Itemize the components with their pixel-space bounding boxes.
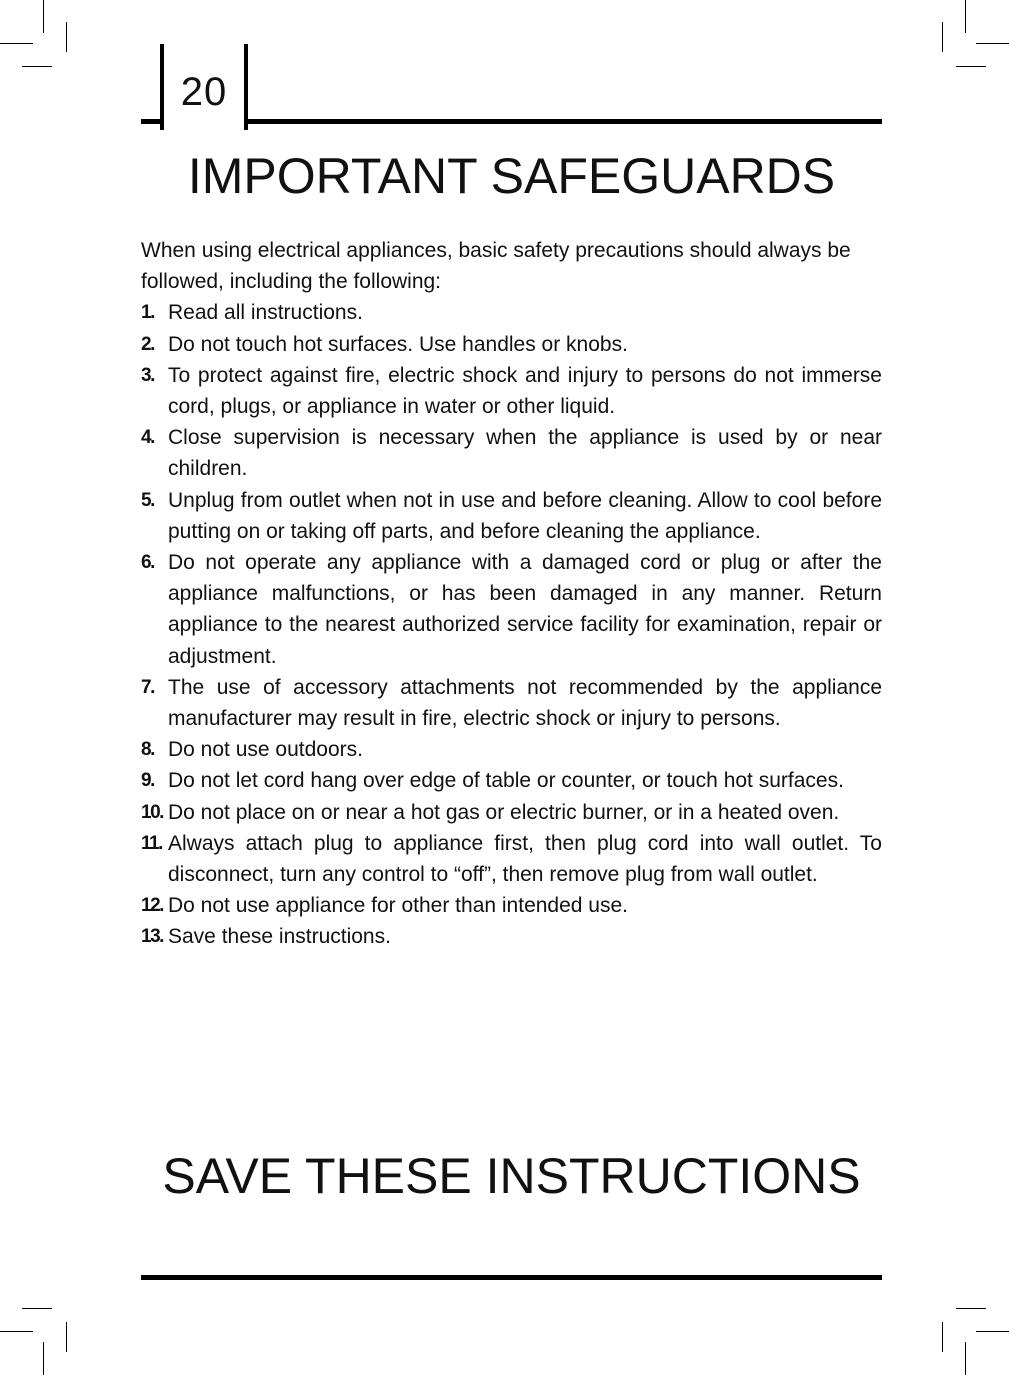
item-number: 4. (141, 427, 154, 449)
item-text: Do not use appliance for other than intended use. (168, 894, 628, 918)
crop-mark (976, 43, 1009, 44)
crop-mark (0, 1331, 33, 1332)
item-number: 9. (141, 770, 154, 792)
item-number: 5. (141, 489, 154, 511)
item-number: 6. (141, 552, 154, 574)
list-item (141, 360, 882, 422)
list-item (141, 672, 882, 734)
item-number: 12. (141, 895, 163, 917)
list-item (141, 765, 882, 796)
footer-rule (141, 1275, 882, 1280)
item-text: Do not touch hot surfaces. Use handles or knobs. (168, 332, 628, 356)
page-title: IMPORTANT SAFEGUARDS (187, 148, 836, 204)
crop-mark (43, 0, 44, 33)
crop-mark (0, 43, 33, 44)
item-number: 10. (141, 801, 163, 823)
safeguards-content (141, 235, 882, 953)
item-text: Do not use outdoors. (168, 738, 363, 762)
item-text: Do not let cord hang over edge of table or counter, or touch hot surfaces. (168, 769, 844, 793)
crop-mark (66, 1322, 67, 1352)
item-text: Close supervision is necessary when the appliance is used by or near children. (168, 426, 882, 481)
crop-mark (965, 0, 966, 33)
item-number: 2. (141, 333, 154, 355)
list-item (141, 921, 882, 952)
crop-mark (43, 1342, 44, 1375)
item-text: Do not place on or near a hot gas or electric burner, or in a heated oven. (168, 800, 840, 824)
list-item (141, 422, 882, 484)
crop-mark (22, 66, 52, 67)
list-item (141, 329, 882, 360)
item-text: Always attach plug to appliance first, then plug cord into wall outlet. To disconnect, turn any control to “off”, then remove plug from wall outlet. (168, 831, 882, 887)
list-item (141, 485, 882, 547)
item-number: 13. (141, 926, 163, 948)
list-item (141, 890, 882, 921)
crop-mark (66, 22, 67, 52)
item-text: Do not operate any appliance with a damaged cord or plug or after the appliance malfunctions, or has been damaged in any manner. Return appliance to the nearest authorized service facility for examination, repair or adjustment. (168, 551, 882, 668)
crop-mark (942, 22, 943, 52)
list-item (141, 734, 882, 765)
crop-mark (942, 1322, 943, 1352)
crop-mark (976, 1331, 1009, 1332)
item-number: 8. (141, 739, 154, 761)
crop-mark (956, 1308, 986, 1309)
list-item (141, 797, 882, 828)
crop-mark (956, 66, 986, 67)
item-text: Save these instructions. (168, 925, 391, 949)
item-text: Unplug from outlet when not in use and before cleaning. Allow to cool before putting on or taking off parts, and before cleaning the appliance. (168, 488, 882, 543)
save-instructions-heading: SAVE THESE INSTRUCTIONS (162, 1148, 861, 1204)
item-number: 7. (141, 676, 154, 698)
item-number: 3. (141, 364, 154, 386)
item-number: 11. (141, 832, 162, 854)
header-rule-left (141, 119, 162, 124)
list-item (141, 547, 882, 672)
header-rule (246, 119, 882, 124)
page-number-box (160, 44, 248, 130)
list-item (141, 828, 882, 890)
page-number: 20 (180, 70, 228, 114)
safeguards-list (141, 297, 882, 952)
intro-paragraph: When using electrical appliances, basic safety precautions should always be followed, including the following: (141, 239, 851, 294)
item-text: The use of accessory attachments not recommended by the appliance manufacturer may result in fire, electric shock or injury to persons. (168, 675, 882, 731)
crop-mark (965, 1342, 966, 1375)
item-text: To protect against fire, electric shock and injury to persons do not immerse cord, plugs, or appliance in water or other liquid. (168, 363, 882, 419)
item-number: 1. (141, 302, 154, 324)
list-item (141, 297, 882, 328)
crop-mark (22, 1308, 52, 1309)
item-text: Read all instructions. (168, 301, 363, 325)
